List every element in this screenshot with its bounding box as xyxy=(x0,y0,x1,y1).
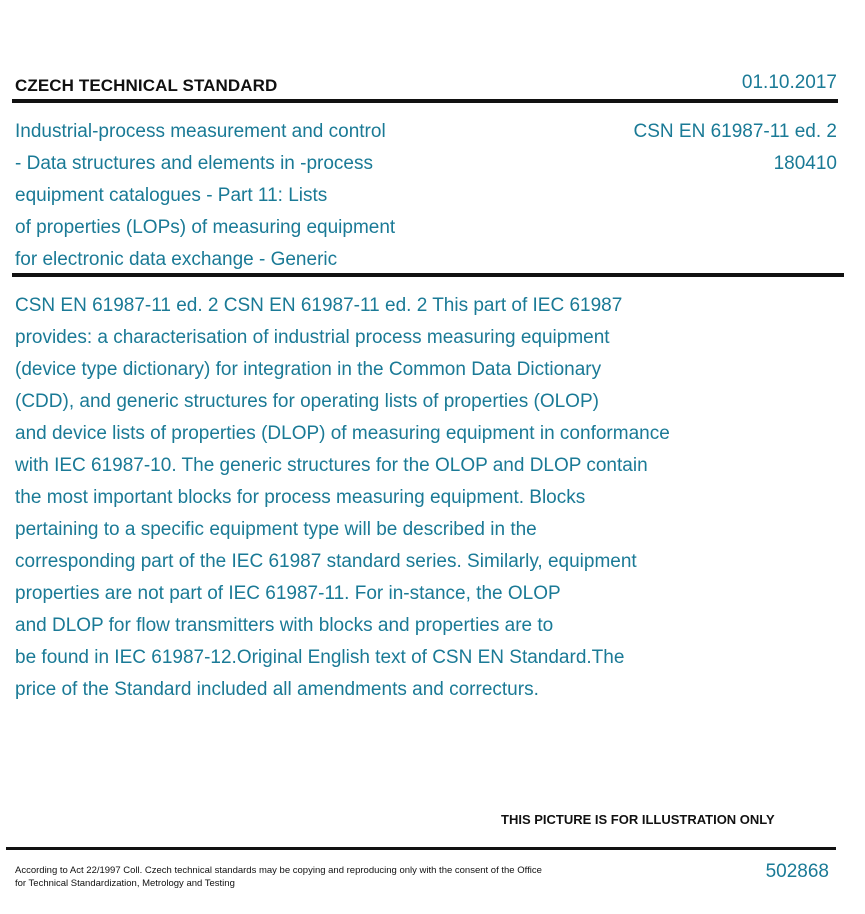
publication-date: 01.10.2017 xyxy=(741,72,837,93)
description-line: provides: a characterisation of industrial process measuring equipment xyxy=(15,327,610,348)
footer-divider xyxy=(6,847,836,850)
description-line: (CDD), and generic structures for operating lists of properties (OLOP) xyxy=(15,391,599,412)
title-divider xyxy=(12,273,844,277)
header-divider xyxy=(12,99,838,103)
description-line: with IEC 61987-10. The generic structures for the OLOP and DLOP contain xyxy=(15,455,648,476)
title-line: Industrial-process measurement and control xyxy=(15,121,386,142)
description-line: CSN EN 61987-11 ed. 2 CSN EN 61987-11 ed. 2 This part of IEC 61987 xyxy=(15,295,623,316)
title-line: of properties (LOPs) of measuring equipment xyxy=(15,217,396,238)
description-line: (device type dictionary) for integration in the Common Data Dictionary xyxy=(15,359,602,380)
description-line: price of the Standard included all amendments and correcturs. xyxy=(15,679,539,700)
standard-title xyxy=(15,116,455,276)
standard-identifier xyxy=(634,116,838,180)
class-number: 180410 xyxy=(773,153,837,174)
description-line: pertaining to a specific equipment type will be described in the xyxy=(15,519,537,540)
document-number: 502868 xyxy=(765,861,829,882)
description-line: and DLOP for flow transmitters with blocks and properties are to xyxy=(15,615,554,636)
title-line: for electronic data exchange - Generic xyxy=(15,249,338,270)
legal-line: According to Act 22/1997 Coll. Czech technical standards may be copying and reproducing only with the consent of the Office xyxy=(15,865,542,876)
title-line: equipment catalogues - Part 11: Lists xyxy=(15,185,328,206)
description-line: be found in IEC 61987-12.Original English text of CSN EN Standard.The xyxy=(15,647,625,668)
title-line: - Data structures and elements in -process xyxy=(15,153,373,174)
description-line: the most important blocks for process measuring equipment. Blocks xyxy=(15,487,586,508)
description-line: corresponding part of the IEC 61987 standard series. Similarly, equipment xyxy=(15,551,637,572)
illustration-disclaimer: THIS PICTURE IS FOR ILLUSTRATION ONLY xyxy=(501,812,775,827)
standard-code: CSN EN 61987-11 ed. 2 xyxy=(633,121,837,142)
description-line: and device lists of properties (DLOP) of measuring equipment in conformance xyxy=(15,423,670,444)
document-type-label: CZECH TECHNICAL STANDARD xyxy=(15,76,278,95)
legal-line: for Technical Standardization, Metrology and Testing xyxy=(15,878,235,889)
description-line: properties are not part of IEC 61987-11. For in-stance, the OLOP xyxy=(15,583,561,604)
standard-description xyxy=(15,290,775,706)
legal-notice xyxy=(15,864,542,890)
